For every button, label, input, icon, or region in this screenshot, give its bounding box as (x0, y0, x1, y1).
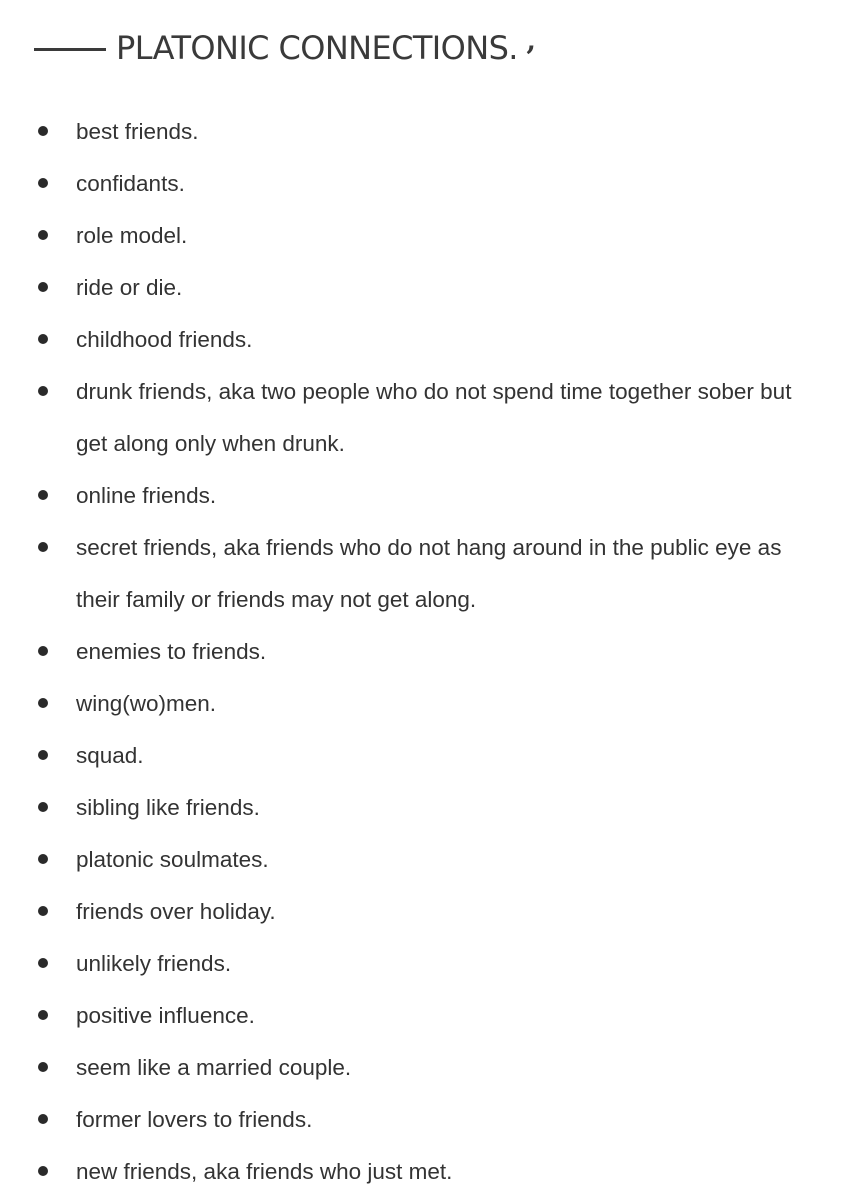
list-item (0, 522, 847, 626)
list-item-text: wing(wo)men. (76, 691, 217, 716)
list-item-text: role model. (76, 223, 188, 248)
list-item (0, 834, 847, 886)
list-item (0, 262, 847, 314)
bullet-icon (38, 126, 48, 136)
list-item-text: platonic soulmates. (76, 847, 269, 872)
list-item-text: former lovers to friends. (76, 1107, 313, 1132)
list-item-text: online friends. (76, 483, 217, 508)
list-item-text: unlikely friends. (76, 951, 232, 976)
list-item (0, 1094, 847, 1146)
heading-title: PLATONIC CONNECTIONS. (116, 29, 518, 67)
bullet-icon (38, 958, 48, 968)
bullet-icon (38, 854, 48, 864)
list-item-text: confidants. (76, 171, 185, 196)
list-item (0, 886, 847, 938)
list-item-text: enemies to friends. (76, 639, 267, 664)
list-item (0, 158, 847, 210)
list-item (0, 1042, 847, 1094)
list-item-text: secret friends, aka friends who do not hang around in the public eye as their family or friends may not get along. (76, 535, 782, 612)
list-item (0, 210, 847, 262)
list-item (0, 366, 847, 470)
bullet-icon (38, 1166, 48, 1176)
list-item-text: squad. (76, 743, 144, 768)
list-item-text: seem like a married couple. (76, 1055, 352, 1080)
bullet-icon (38, 802, 48, 812)
list-item (0, 730, 847, 782)
list-item-text: ride or die. (76, 275, 183, 300)
list-item (0, 1146, 847, 1198)
list-item-text: friends over holiday. (76, 899, 276, 924)
list-item-text: positive influence. (76, 1003, 255, 1028)
bullet-icon (38, 750, 48, 760)
bullet-icon (38, 698, 48, 708)
bullet-icon (38, 542, 48, 552)
connections-list (0, 106, 847, 1198)
page-heading (34, 24, 536, 72)
bullet-icon (38, 1114, 48, 1124)
list-item-text: drunk friends, aka two people who do not spend time together sober but get along only when drunk. (76, 379, 792, 456)
bullet-icon (38, 230, 48, 240)
list-item (0, 678, 847, 730)
list-item (0, 938, 847, 990)
bullet-icon (38, 1010, 48, 1020)
list-item (0, 990, 847, 1042)
list-item (0, 470, 847, 522)
bullet-icon (38, 906, 48, 916)
heading-comma-mark: ‚ (525, 22, 537, 58)
list-item-text: sibling like friends. (76, 795, 260, 820)
bullet-icon (38, 490, 48, 500)
list-item (0, 106, 847, 158)
bullet-icon (38, 282, 48, 292)
list-item-text: new friends, aka friends who just met. (76, 1159, 453, 1184)
bullet-icon (38, 646, 48, 656)
bullet-icon (38, 1062, 48, 1072)
list-item (0, 782, 847, 834)
heading-dash-decoration (34, 48, 106, 51)
list-item-text: childhood friends. (76, 327, 253, 352)
list-item-text: best friends. (76, 119, 199, 144)
bullet-icon (38, 386, 48, 396)
bullet-icon (38, 334, 48, 344)
list-item (0, 314, 847, 366)
bullet-icon (38, 178, 48, 188)
list-item (0, 626, 847, 678)
